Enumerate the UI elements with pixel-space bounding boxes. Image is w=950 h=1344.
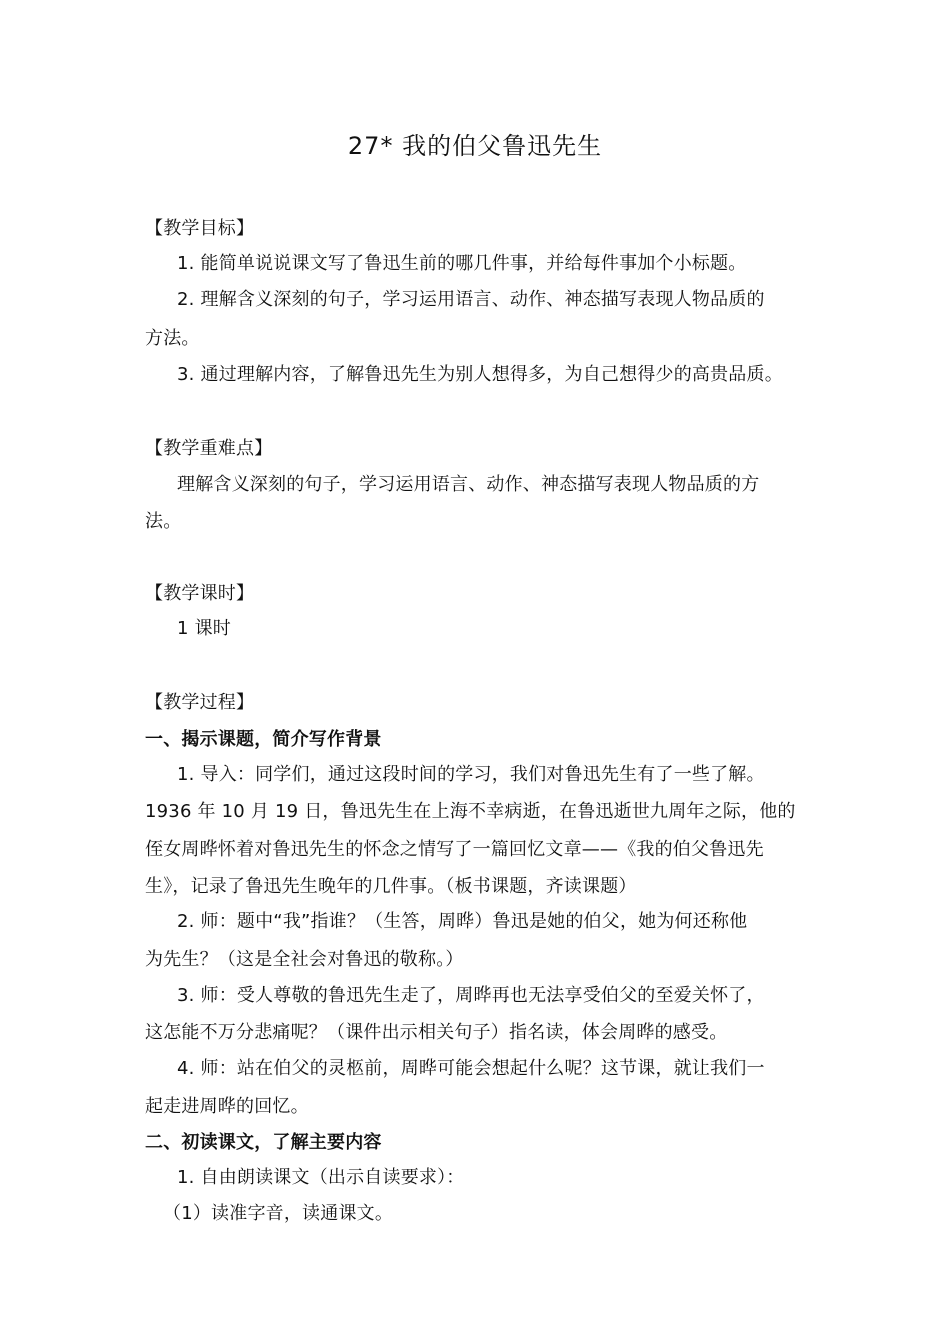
section-2-p1: 1. 自由朗读课文（出示自读要求）： (177, 1167, 465, 1188)
section-1-p1-line-1: 1. 导入：同学们，通过这段时间的学习，我们对鲁迅先生有了一些了解。 (177, 764, 765, 785)
section-2-p1-sub-1: （1）读准字音，读通课文。 (163, 1203, 394, 1224)
section-1-p4-line-2: 起走进周晔的回忆。 (145, 1096, 309, 1117)
section-1-p4-line-1: 4. 师：站在伯父的灵柩前，周晔可能会想起什么呢？这节课，就让我们一 (177, 1058, 765, 1079)
section-1-p1-line-3: 侄女周晔怀着对鲁迅先生的怀念之情写了一篇回忆文章——《我的伯父鲁迅先 (145, 839, 764, 860)
objectives-item-2-line-2: 方法。 (145, 328, 200, 349)
key-points-line-2: 法。 (145, 511, 182, 532)
hours-value: 1 课时 (177, 618, 231, 639)
objectives-item-3: 3. 通过理解内容，了解鲁迅先生为别人想得多，为自己想得少的高贵品质。 (177, 364, 783, 385)
hours-heading: 【教学课时】 (145, 583, 255, 604)
key-points-heading: 【教学重难点】 (145, 438, 273, 459)
key-points-line-1: 理解含义深刻的句子，学习运用语言、动作、神态描写表现人物品质的方 (177, 474, 760, 495)
process-heading: 【教学过程】 (145, 692, 255, 713)
section-1-p1-line-4: 生》，记录了鲁迅先生晚年的几件事。（板书课题，齐读课题） (145, 876, 637, 897)
section-1-p2-line-2: 为先生？（这是全社会对鲁迅的敬称。） (145, 949, 464, 970)
section-1-heading: 一、揭示课题，简介写作背景 (145, 729, 382, 750)
section-1-p3-line-2: 这怎能不万分悲痛呢？（课件出示相关句子）指名读，体会周晔的感受。 (145, 1022, 728, 1043)
section-2-heading: 二、初读课文，了解主要内容 (145, 1132, 382, 1153)
page-title: 27* 我的伯父鲁迅先生 (347, 132, 603, 160)
section-1-p2-line-1: 2. 师：题中“我”指谁？（生答，周晔）鲁迅是她的伯父，她为何还称他 (177, 911, 748, 932)
objectives-item-1: 1. 能简单说说课文写了鲁迅生前的哪几件事，并给每件事加个小标题。 (177, 253, 747, 274)
objectives-heading: 【教学目标】 (145, 218, 255, 239)
objectives-item-2-line-1: 2. 理解含义深刻的句子，学习运用语言、动作、神态描写表现人物品质的 (177, 289, 765, 310)
section-1-p3-line-1: 3. 师：受人尊敬的鲁迅先生走了，周晔再也无法享受伯父的至爱关怀了， (177, 985, 765, 1006)
section-1-p1-line-2: 1936 年 10 月 19 日，鲁迅先生在上海不幸病逝，在鲁迅逝世九周年之际，他的 (145, 801, 796, 822)
